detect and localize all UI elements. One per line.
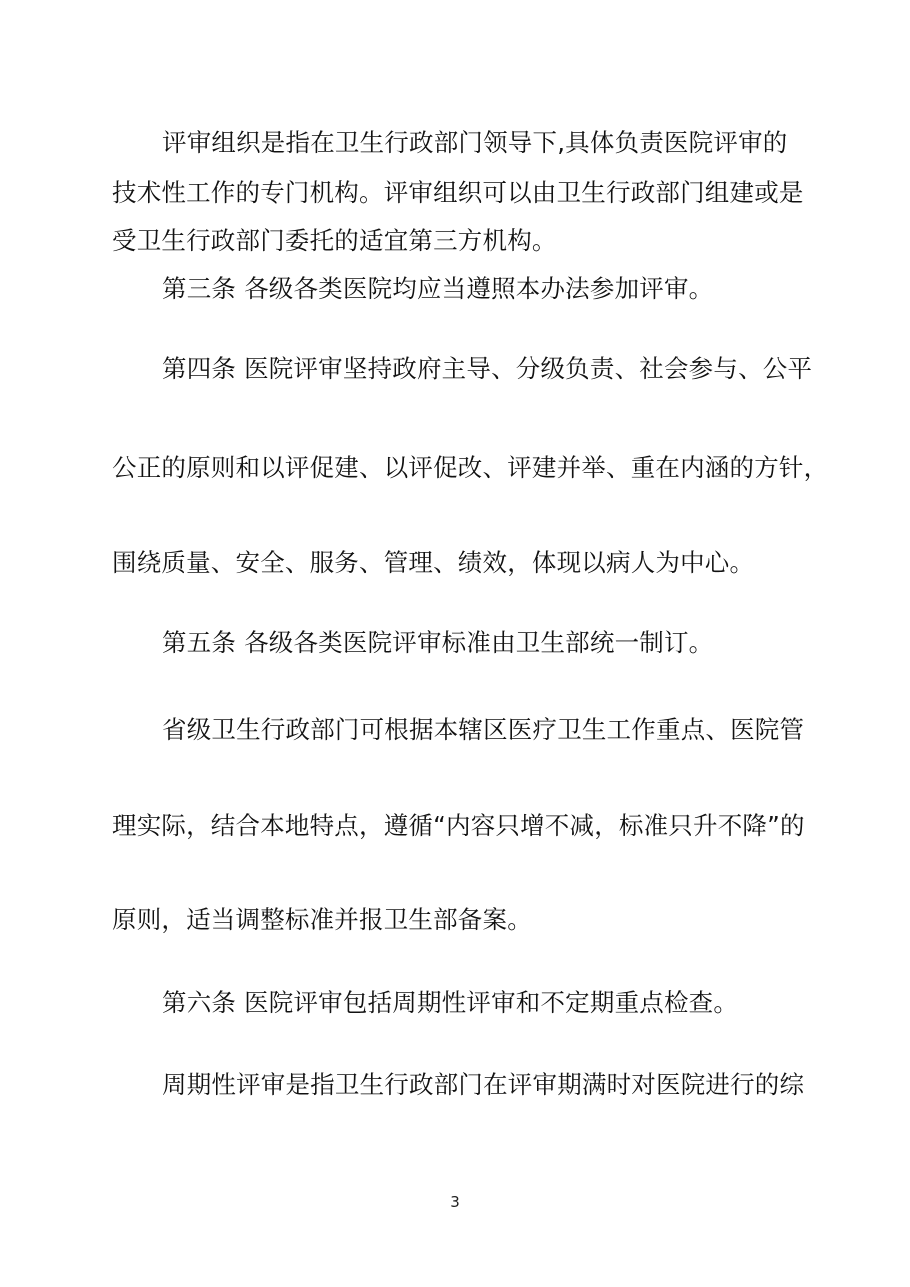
article-6-line: 第六条 医院评审包括周期性评审和不定期重点检查。 [162,988,739,1017]
article-3-line: 第三条 各级各类医院均应当遵照本办法参加评审。 [162,274,714,303]
paragraph-line: 评审组织是指在卫生行政部门领导下,具体负责医院评审的 [162,128,788,157]
paragraph-line: 省级卫生行政部门可根据本辖区医疗卫生工作重点、医院管 [162,715,805,744]
paragraph-line: 围绕质量、安全、服务、管理、绩效，体现以病人为中心。 [112,548,755,577]
paragraph-line: 技术性工作的专门机构。评审组织可以由卫生行政部门组建或是 [112,178,804,207]
article-5-line: 第五条 各级各类医院评审标准由卫生部统一制订。 [162,628,714,657]
page-number: 3 [450,1193,460,1211]
paragraph-line: 理实际，结合本地特点，遵循“内容只增不减，标准只升不降”的 [112,811,805,840]
article-4-line: 第四条 医院评审坚持政府主导、分级负责、社会参与、公平 [162,354,813,383]
paragraph-line: 周期性评审是指卫生行政部门在评审期满时对医院进行的综 [162,1070,805,1099]
paragraph-line: 公正的原则和以评促建、以评促改、评建并举、重在内涵的方针， [112,453,829,482]
paragraph-line: 原则，适当调整标准并报卫生部备案。 [112,905,532,934]
paragraph-line: 受卫生行政部门委托的适宜第三方机构。 [112,226,557,255]
